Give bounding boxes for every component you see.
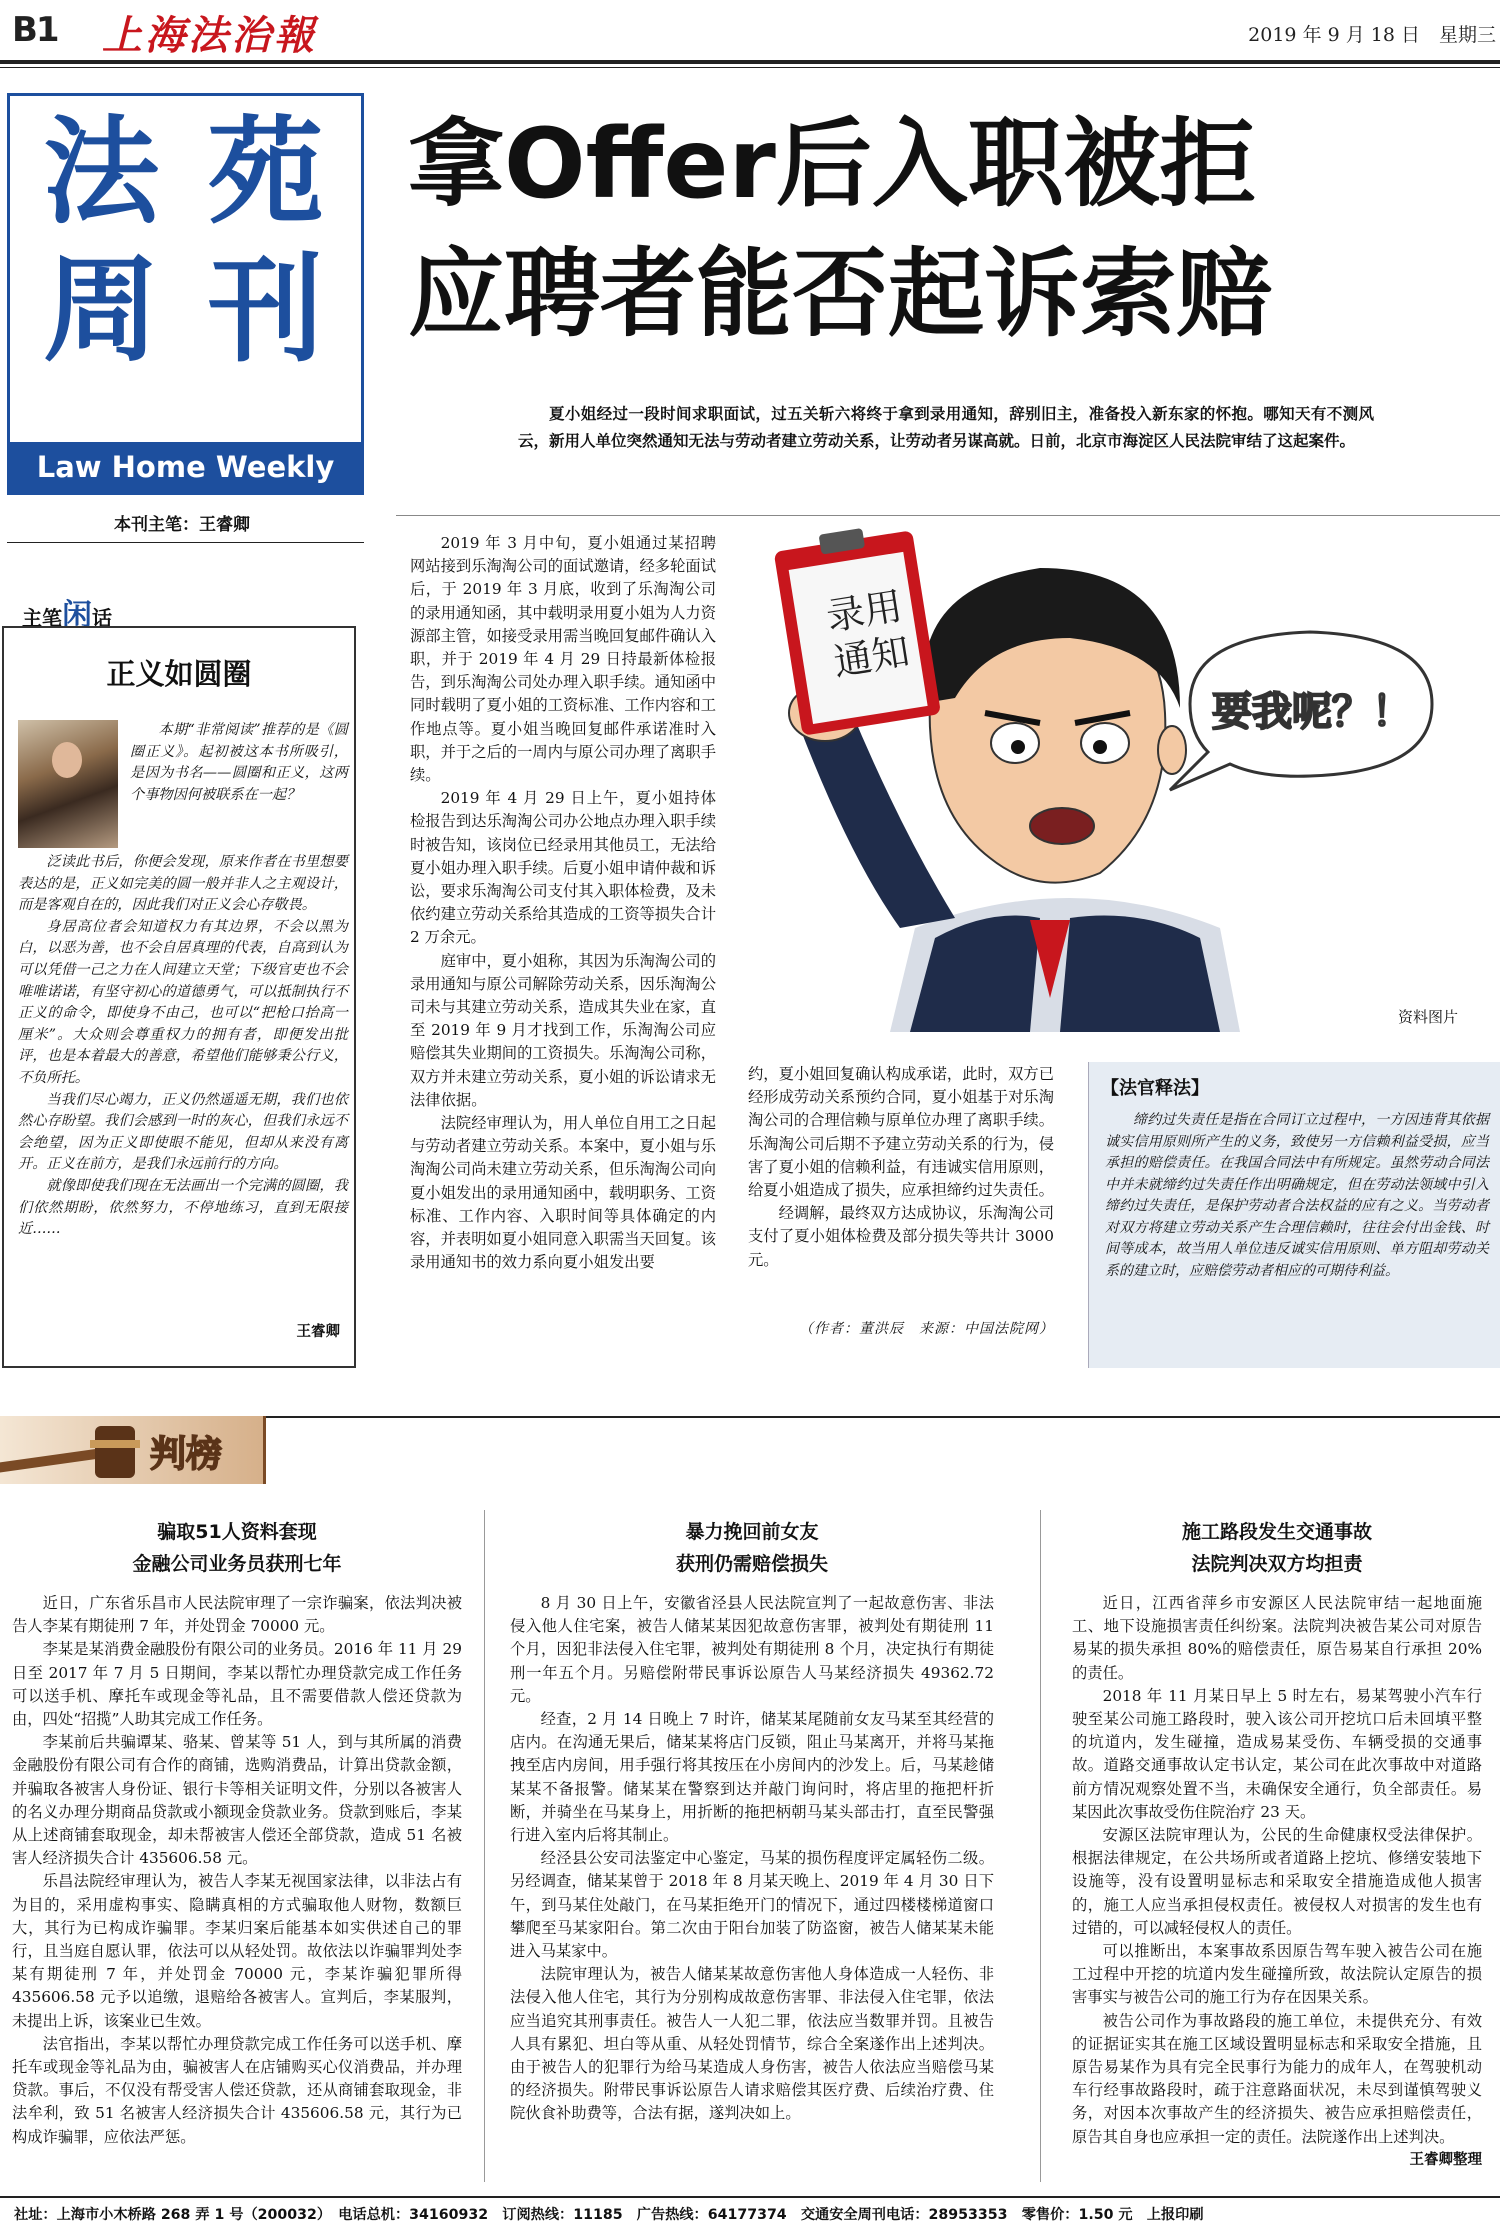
column-para5: 就像即使我们现在无法画出一个完满的圆圈，我们依然期盼，依然努力，不停地练习，直到无限接近……: [18, 1177, 348, 1238]
article-col2: [748, 1063, 1054, 1272]
section-name-line1: 法 苑: [43, 105, 328, 240]
news-para: 2018 年 11 月某日早上 5 时左右，易某驾驶小汽车行驶至某公司施工路段时，驶入该公司开挖坑口后未回填平整的坑道内，发生碰撞，造成易某受伤、车辆受损的交通事故。道路交通事故认定书认定，某公司在此次事故中对道路前方情况观察处置不当，未确保安全通行，负全部责任。易某因此次事故受伤住院治疗 23 天。: [1072, 1686, 1482, 1821]
masthead-rule-thin: [0, 67, 1500, 68]
news-item-1: [12, 1516, 462, 2149]
paper-name: 上海法治報: [102, 12, 317, 59]
judge-text: 缔约过失责任是指在合同订立过程中，一方因违背其依据诚实信用原则所产生的义务，致使另一方信赖利益受损，应当承担的赔偿责任。在我国合同法中有所规定。虽然劳动合同法中并未就缔约过失责任作出明确规定，但在劳动法领域中引入缔约过失责任，是保护劳动者合法权益的应有之义。当劳动者对双方将建立劳动关系产生合理信赖时，往往会付出金钱、时间等成本，故当用人单位违反诚实信用原则、单方阻却劳动关系的建立时，应赔偿劳动者相应的可期待利益。: [1105, 1112, 1489, 1279]
column-box: [2, 626, 356, 1368]
news-divider: [484, 1510, 485, 2182]
speech-text: 要我呢？！: [1212, 689, 1412, 735]
news-title-1: 骗取51人资料套现: [157, 1521, 317, 1543]
news-item-3: [1072, 1516, 1482, 2171]
column-para1: 本期“非常阅读”推荐的是《圆圈正义》。起初被这本书所吸引，是因为书名——圆圈和正义，这两个事物因何被联系在一起？: [130, 722, 348, 803]
panbang-label: 判榜: [150, 1434, 223, 1475]
news-para: 经查，2 月 14 日晚上 7 时许，储某某尾随前女友马某至其经营的店内。在沟通无果后，储某某将店门反锁，阻止马某离开，并将马某拖拽至店内房间，用手强行将其按压在小房间内的沙发上。后，马某趁储某某不备报警。储某某在警察到达并敲门询问时，将店里的拖把杆折断，并骑坐在马某身上，用折断的拖把柄朝马某头部击打，直至民警强行进入室内后将其制止。: [510, 1710, 994, 1845]
column-label-post: 话: [92, 606, 112, 630]
section-english-name: Law Home Weekly: [10, 442, 361, 492]
column-label-char: 闲: [62, 598, 92, 633]
news-item-2: [510, 1516, 994, 2126]
headline-line1: 拿Offer后入职被拒: [408, 108, 1256, 220]
article-para: 2019 年 4 月 29 日上午，夏小姐持体检报告到达乐淘淘公司办公地点办理入职手续时被告知，该岗位已经录用其他员工，无法给夏小姐办理入职手续。后夏小姐申请仲裁和诉讼，要求乐淘淘公司支付其入职体检费，及未依约建立劳动关系给其造成的工资等损失合计 2 万余元。: [410, 789, 716, 947]
article-para: 经调解，最终双方达成协议，乐淘淘公司支付了夏小姐体检费及部分损失等共计 3000 元。: [748, 1204, 1054, 1269]
column-para3: 身居高位者会知道权力有其边界，不会以黑为白，以恶为善，也不会自居真理的代表，自高到认为可以凭借一己之力在人间建立天堂；下级官吏也不会唯唯诺诺，有坚守初心的道德勇气，可以抵制执行不正义的命令，即使身不由己，也可以“把枪口抬高一厘米”。大众则会尊重权力的拥有者，即便发出批评，也是本着最大的善意，希望他们能够秉公行义，不负所托。: [18, 918, 348, 1086]
article-byline: （作者：董洪辰 来源：中国法院网）: [799, 1321, 1054, 1337]
panbang-banner: [0, 1416, 266, 1484]
author-photo-face: [52, 742, 82, 778]
column-para2: 泛读此书后，你便会发现，原来作者在书里想要表达的是，正义如完美的圆一般并非人之主观设计，而是客观自在的，因此我们对正义会心存敬畏。: [18, 854, 348, 914]
article-para: 法院经审理认为，用人单位自用工之日起与劳动者建立劳动关系。本案中，夏小姐与乐淘淘公司尚未建立劳动关系，但乐淘淘公司向夏小姐发出的录用通知函中，载明职务、工资标准、工作内容、入职时间等具体确定的内容，并表明如夏小姐同意入职需当天回复。该录用通知书的效力系向夏小姐发出要: [410, 1114, 716, 1272]
lede: 夏小姐经过一段时间求职面试，过五关斩六将终于拿到录用通知，辞别旧主，准备投入新东家的怀抱。哪知天有不测风云，新用人单位突然通知无法与劳动者建立劳动关系，让劳动者另谋高就。日前，北京市海淀区人民法院审结了这起案件。: [518, 404, 1374, 450]
judge-box: [1088, 1062, 1500, 1368]
footer-info: 社址：上海市小木桥路 268 弄 1 号（200032） 电话总机：34160932 订阅热线：11185 广告热线：64177374 交通安全周刊电话：28953353 零售价：1.50 元 上报印刷: [14, 2207, 1204, 2223]
lede-rule: [396, 515, 1500, 516]
news-para: 被告公司作为事故路段的施工单位，未提供充分、有效的证据证实其在施工区域设置明显标志和采取安全措施，且原告易某作为具有完全民事行为能力的成年人，在驾驶机动车行经事故路段时，疏于注意路面状况，未尽到谨慎驾驶义务，对因本次事故产生的经济损失、被告应承担赔偿责任，原告其自身也应承担一定的责任。法院遂作出上述判决。: [1072, 2011, 1482, 2146]
sign-text: 录用 通知: [823, 583, 913, 685]
author-photo: [18, 720, 118, 848]
news-para: 近日，江西省萍乡市安源区人民法院审结一起地面施工、地下设施损害责任纠纷案。法院判决被告某公司对原告易某的损失承担 80%的赔偿责任，原告易某自行承担 20%的责任。: [1072, 1594, 1482, 1682]
article-col1: [410, 532, 716, 1372]
article-para: 庭审中，夏小姐称，其因为乐淘淘公司的录用通知与原公司解除劳动关系，因乐淘淘公司未与其建立劳动关系，造成其失业在家，直至 2019 年 9 月才找到工作，乐淘淘公司应赔偿其失业期间的工资损失。乐淘淘公司称，双方并未建立劳动关系，夏小姐的诉讼请求无法律依据。: [410, 951, 716, 1109]
news-author-3: 王睿卿整理: [1409, 2151, 1482, 2168]
column-author: 王睿卿: [296, 1324, 340, 1340]
column-para4: 当我们尽心竭力，正义仍然遥遥无期，我们也依然心存盼望。我们会感到一时的灰心，但我们永远不会绝望，因为正义即使眼不能见，但却从来没有离开。正义在前方，是我们永远前行的方向。: [18, 1091, 348, 1173]
photo-credit: 资料图片: [1397, 1008, 1458, 1026]
news-para: 李某是某消费金融股份有限公司的业务员。2016 年 11 月 29 日至 2017 年 7 月 5 日期间，李某以帮忙办理贷款完成工作任务可以送手机、摩托车或现金等礼品，且不需要借款人偿还贷款为由，四处“招揽”人助其完成工作任务。: [12, 1640, 462, 1729]
news-title-2: 暴力挽回前女友: [685, 1521, 819, 1543]
section-nameplate: [7, 93, 364, 495]
footer-rule: [0, 2196, 1500, 2198]
news-subtitle-2: 获刑仍需赔偿损失: [675, 1553, 828, 1575]
news-title-3: 施工路段发生交通事故: [1181, 1521, 1372, 1543]
masthead: [0, 0, 1500, 66]
section-editor: 本刊主笔：王睿卿: [114, 515, 250, 535]
news-para: 李某前后共骗谭某、骆某、曾某等 51 人，到与其所属的消费金融股份有限公司有合作的商铺，选购消费品，计算出贷款金额，并骗取各被害人身份证、银行卡等相关证明文件，分别以各被害人的名义办理分期商品贷款或小额现金贷款业务。贷款到账后，李某从上述商铺套取现金，却未帮被害人偿还全部贷款，造成 51 名被害人经济损失合计 435606.58 元。: [12, 1733, 462, 1868]
article-para: 2019 年 3 月中旬，夏小姐通过某招聘网站接到乐淘淘公司的面试邀请，经多轮面试后，于 2019 年 3 月底，收到了乐淘淘公司的录用通知函，其中载明录用夏小姐为人力资源部主管，如接受录用需当晚回复邮件确认入职，并于 2019 年 4 月 29 日持最新体检报告，到乐淘淘公司处办理入职手续。通知函中同时载明了夏小姐的工资标准、工作内容和工作地点等。夏小姐当晚回复邮件承诺准时入职，并于之后的一周内与原公司办理了离职手续。: [410, 534, 716, 785]
page-code: B1: [12, 10, 58, 50]
masthead-rule: [0, 60, 1500, 64]
news-para: 经泾县公安司法鉴定中心鉴定，马某的损伤程度评定属轻伤二级。另经调查，储某某曾于 2018 年 8 月某天晚上、2019 年 4 月 30 日下午，到马某住处敲门，在马某拒绝开门的情况下，通过四楼楼梯道窗口攀爬至马某家阳台。第二次由于阳台加装了防盗窗，被告人储某某未能进入马某家中。: [510, 1849, 994, 1961]
news-para: 乐昌法院经审理认为，被告人李某无视国家法律，以非法占有为目的，采用虚构事实、隐瞒真相的方式骗取他人财物，数额巨大，其行为已构成诈骗罪。李某归案后能基本如实供述自己的罪行，且当庭自愿认罪，依法可以从轻处罚。故依法以诈骗罪判处李某有期徒刑 7 年，并处罚金 70000 元，李某诈骗犯罪所得 435606.58 元予以追缴，退赔给各被害人。宣判后，李某服判，未提出上诉，该案业已生效。: [12, 1872, 462, 2030]
news-para: 可以推断出，本案事故系因原告驾车驶入被告公司在施工过程中开挖的坑道内发生碰撞所致，故法院认定原告的损害事实与被告公司的施工行为存在因果关系。: [1072, 1942, 1482, 2007]
news-para: 法院审理认为，被告人储某某故意伤害他人身体造成一人轻伤、非法侵入他人住宅，其行为分别构成故意伤害罪、非法侵入住宅罪，依法应当追究其刑事责任。被告人一人犯二罪，依法应当数罪并罚。且被告人具有累犯、坦白等从重、从轻处罚情节，综合全案遂作出上述判决。由于被告人的犯罪行为给马某造成人身伤害，被告人依法应当赔偿马某的经济损失。附带民事诉讼原告人请求赔偿其医疗费、后续治疗费、住院伙食补助费等，合法有据，遂判决如上。: [510, 1965, 994, 2123]
column-title: 正义如圆圈: [106, 657, 252, 691]
news-para: 近日，广东省乐昌市人民法院审理了一宗诈骗案，依法判决被告人李某有期徒刑 7 年，并处罚金 70000 元。: [12, 1594, 462, 1636]
news-subtitle-1: 金融公司业务员获刑七年: [132, 1553, 342, 1575]
judge-title: 【法官释法】: [1101, 1078, 1209, 1099]
news-divider: [1040, 1510, 1041, 2182]
editor-rule: [7, 542, 364, 543]
headline-line2: 应聘者能否起诉索赔: [408, 238, 1272, 350]
news-para: 安源区法院审理认为，公民的生命健康权受法律保护。根据法律规定，在公共场所或者道路上挖坑、修缮安装地下设施等，没有设置明显标志和采取安全措施造成他人损害的，施工人应当承担侵权责任。被侵权人对损害的发生也有过错的，可以减轻侵权人的责任。: [1072, 1826, 1482, 1937]
news-subtitle-3: 法院判决双方均担责: [1191, 1553, 1363, 1575]
issue-date: 2019 年 9 月 18 日 星期三: [1248, 24, 1496, 46]
gavel-icon: [0, 1416, 150, 1484]
news-para: 法官指出，李某以帮忙办理贷款完成工作任务可以送手机、摩托车或现金等礼品为由，骗被害人在店铺购买心仪消费品，并办理贷款。事后，不仅没有帮受害人偿还贷款，还从商铺套取现金，非法牟利，致 51 名被害人经济损失合计 435606.58 元，其行为已构成诈骗罪，应依法严惩。: [12, 2034, 462, 2146]
news-para: 8 月 30 日上午，安徽省泾县人民法院宣判了一起故意伤害、非法侵入他人住宅案，被告人储某某因犯故意伤害罪，被判处有期徒刑 11 个月，因犯非法侵入住宅罪，被判处有期徒刑 8 个月，决定执行有期徒刑一年五个月。另赔偿附带民事诉讼原告人马某经济损失 49362.72 元。: [510, 1594, 994, 1705]
column-label-pre: 主笔: [22, 606, 62, 630]
section-name-line2: 周 刊: [43, 243, 328, 378]
column-body: [18, 852, 348, 1241]
illustration: [740, 528, 1452, 1032]
article-para: 约，夏小姐回复确认构成承诺，此时，双方已经形成劳动关系预约合同，夏小姐基于对乐淘淘公司的合理信赖与原单位办理了离职手续。乐淘淘公司后期不予建立劳动关系的行为，侵害了夏小姐的信赖利益，有违诚实信用原则，给夏小姐造成了损失，应承担缔约过失责任。: [748, 1065, 1054, 1200]
